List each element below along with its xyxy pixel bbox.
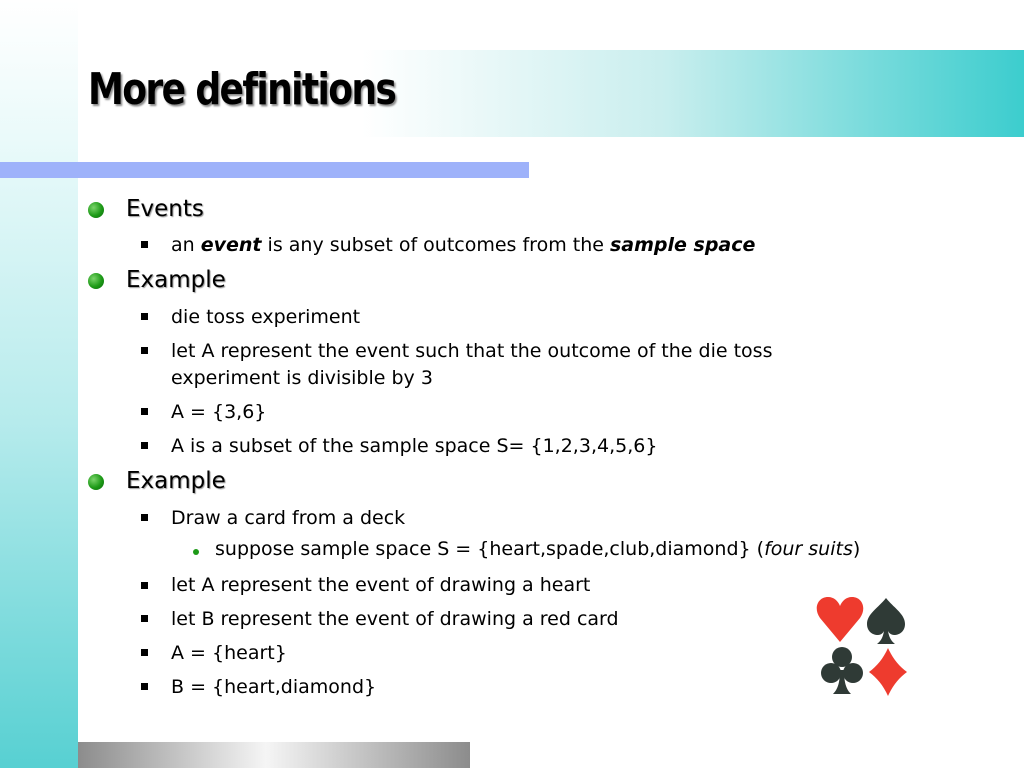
sub-list-item (215, 538, 860, 560)
list-bullet (141, 649, 148, 656)
list-item: A = {heart} (171, 642, 287, 664)
list-bullet (141, 582, 148, 589)
text-segment: is any subset of outcomes from the (261, 234, 610, 256)
card-suits-illustration (816, 596, 912, 698)
section-bullet (88, 273, 104, 289)
heart-icon (817, 597, 864, 642)
list-bullet (141, 442, 148, 449)
section-bullet (88, 474, 104, 490)
section-heading-example: Example (126, 267, 226, 293)
list-item: let A represent the event such that the outcome of the die toss (171, 340, 773, 362)
sub-list-bullet (193, 549, 199, 555)
list-item-continuation: experiment is divisible by 3 (171, 367, 433, 389)
section-bullet (88, 202, 104, 218)
text-segment: ) (852, 538, 861, 560)
list-bullet (141, 683, 148, 690)
section-heading-example: Example (126, 468, 226, 494)
list-item-event-definition (171, 231, 755, 259)
list-item: A is a subset of the sample space S= {1,2,3,4,5,6} (171, 435, 658, 457)
text-segment: an (171, 234, 201, 256)
text-segment: suppose sample space S = {heart,spade,club,diamond} ( (215, 538, 765, 560)
list-bullet (141, 313, 148, 320)
list-item: let A represent the event of drawing a heart (171, 574, 591, 596)
club-icon (821, 647, 863, 694)
list-bullet (141, 514, 148, 521)
spade-icon (867, 598, 905, 644)
list-bullet (141, 241, 148, 248)
list-item: Draw a card from a deck (171, 507, 406, 529)
list-item: die toss experiment (171, 306, 361, 328)
list-bullet (141, 615, 148, 622)
term-sample-space: sample space (609, 234, 756, 256)
term-four-suits: four suits (764, 538, 853, 560)
list-item: let B represent the event of drawing a red card (171, 608, 619, 630)
list-bullet (141, 408, 148, 415)
list-item: A = {3,6} (171, 401, 267, 423)
bottom-gradient-bar (78, 742, 470, 768)
section-heading-events: Events (126, 196, 204, 222)
diamond-icon (869, 648, 907, 696)
list-item: B = {heart,diamond} (171, 676, 377, 698)
slide-title: More definitions (88, 64, 396, 115)
term-event: event (200, 234, 262, 256)
list-bullet (141, 347, 148, 354)
